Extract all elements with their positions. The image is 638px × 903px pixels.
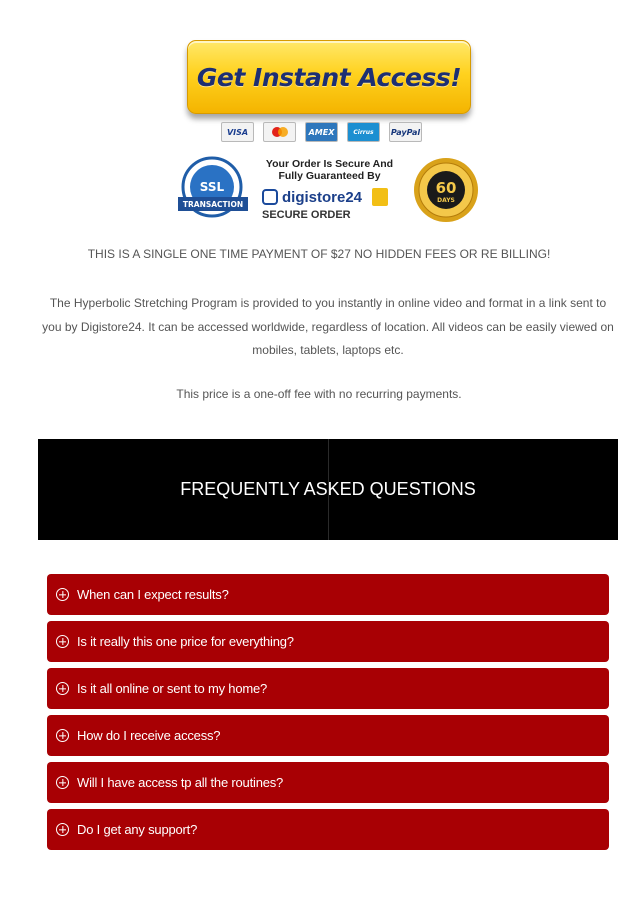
paypal-icon: PayPal — [389, 122, 422, 142]
money-back-seal-icon — [412, 156, 480, 224]
faq-question: When can I expect results? — [77, 587, 229, 602]
payment-note: THIS IS A SINGLE ONE TIME PAYMENT OF $27 NO HIDDEN FEES OR RE BILLING! — [87, 247, 551, 261]
amex-icon: AMEX — [305, 122, 338, 142]
faq-header — [38, 439, 618, 540]
payment-cards — [221, 122, 422, 142]
digistore-brand: digistore24 — [282, 188, 363, 206]
cta-label: Get Instant Access! — [196, 62, 462, 92]
ssl-text: SSL — [199, 180, 225, 194]
plus-circle-icon — [56, 823, 69, 836]
secure-order-label: SECURE ORDER — [262, 209, 351, 221]
faq-question: How do I receive access? — [77, 728, 221, 743]
faq-question: Will I have access tp all the routines? — [77, 775, 284, 790]
faq-item[interactable] — [47, 809, 609, 850]
seal-word: DAYS — [437, 197, 455, 204]
faq-question: Is it really this one price for everything? — [77, 634, 294, 649]
faq-title: FREQUENTLY ASKED QUESTIONS — [180, 479, 476, 499]
faq-item[interactable] — [47, 715, 609, 756]
guarantee-badge — [262, 158, 412, 221]
visa-icon: VISA — [221, 122, 254, 142]
faq-question: Do I get any support? — [77, 822, 198, 837]
plus-circle-icon — [56, 588, 69, 601]
plus-circle-icon — [56, 729, 69, 742]
seal-number: 60 — [435, 179, 457, 197]
ssl-ribbon-text: TRANSACTION — [182, 200, 244, 209]
guarantee-line2: Fully Guaranteed By — [278, 170, 381, 182]
lock-icon — [372, 188, 388, 206]
faq-item[interactable] — [47, 762, 609, 803]
faq-item[interactable] — [47, 668, 609, 709]
digistore-logo-icon — [262, 189, 278, 205]
faq-item[interactable] — [47, 621, 609, 662]
faq-item[interactable] — [47, 574, 609, 615]
get-instant-access-button[interactable] — [187, 40, 471, 114]
faq-question: Is it all online or sent to my home? — [77, 681, 268, 696]
cirrus-icon: Cirrus — [347, 122, 380, 142]
plus-circle-icon — [56, 682, 69, 695]
guarantee-line1: Your Order Is Secure And — [265, 158, 394, 170]
plus-circle-icon — [56, 776, 69, 789]
ssl-secure-badge-icon — [176, 155, 250, 223]
program-description: The Hyperbolic Stretching Program is provided to you instantly in online video and format in a link sent to you by Digistore24. It can be accessed worldwide, regardless of location. All videos can be easily viewed on mobiles, tablets, laptops etc. — [42, 296, 614, 357]
mastercard-icon — [263, 122, 296, 142]
price-note: This price is a one-off fee with no recurring payments. — [176, 387, 462, 401]
plus-circle-icon — [56, 635, 69, 648]
